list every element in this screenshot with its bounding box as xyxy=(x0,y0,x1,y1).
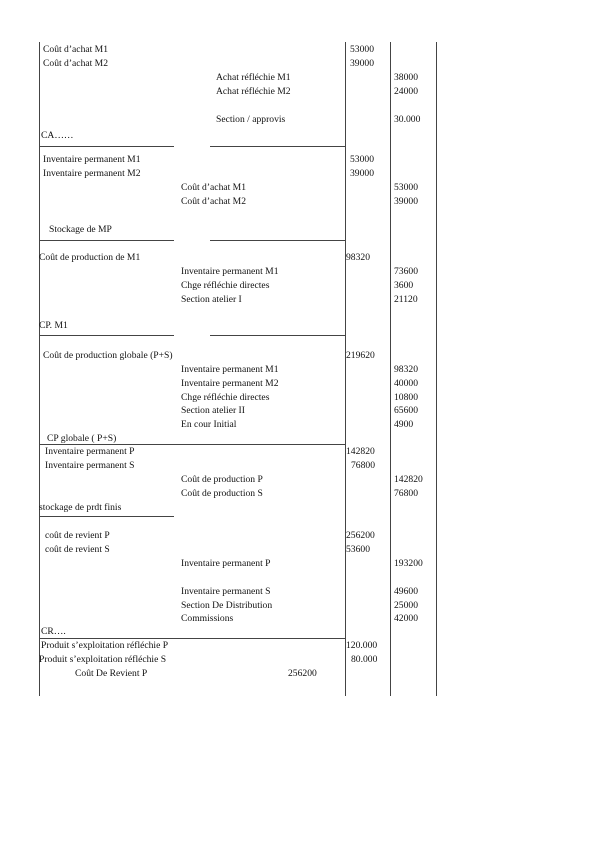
credit-account-label: Section / approvis xyxy=(216,114,286,125)
credit-amount: 42000 xyxy=(394,613,418,624)
separator-4 xyxy=(39,444,345,445)
credit-amount: 10800 xyxy=(394,392,418,403)
entry-caption: CR…. xyxy=(41,626,66,637)
entry-caption: Stockage de MP xyxy=(49,224,112,235)
debit-amount: 80.000 xyxy=(351,654,378,665)
debit-account-label: Inventaire permanent M2 xyxy=(43,168,141,179)
credit-amount: 53000 xyxy=(394,182,418,193)
credit-amount: 142820 xyxy=(394,474,423,485)
credit-amount: 4900 xyxy=(394,419,414,430)
credit-column-right-rule xyxy=(436,42,437,696)
credit-account-label: Achat réfléchie M2 xyxy=(216,86,291,97)
debit-amount: 39000 xyxy=(350,58,374,69)
separator-3-long xyxy=(210,335,345,336)
left-margin-rule xyxy=(39,42,40,696)
debit-account-label: Coût de production de M1 xyxy=(39,252,141,263)
debit-amount: 142820 xyxy=(346,446,375,457)
debit-account-label: Inventaire permanent P xyxy=(45,446,135,457)
credit-account-label: Inventaire permanent M1 xyxy=(181,364,279,375)
credit-amount: 40000 xyxy=(394,378,418,389)
credit-amount: 21120 xyxy=(394,294,418,305)
credit-account-label: Inventaire permanent M2 xyxy=(181,378,279,389)
debit-account-label: Coût d’achat M2 xyxy=(43,58,109,69)
credit-account-label: Section De Distribution xyxy=(181,600,273,611)
debit-amount: 53000 xyxy=(350,154,374,165)
debit-account-label: Coût d’achat M1 xyxy=(43,44,109,55)
entry-caption: CA…… xyxy=(41,130,74,141)
debit-account-label: Inventaire permanent S xyxy=(45,460,135,471)
credit-account-label: Chge réfléchie directes xyxy=(181,392,270,403)
credit-account-label: Inventaire permanent S xyxy=(181,586,271,597)
debit-amount: 39000 xyxy=(350,168,374,179)
credit-amount: 98320 xyxy=(394,364,418,375)
entry-caption: CP globale ( P+S) xyxy=(47,433,117,444)
credit-account-label: Chge réfléchie directes xyxy=(181,280,270,291)
credit-amount: 24000 xyxy=(394,86,418,97)
credit-amount: 25000 xyxy=(394,600,418,611)
credit-account-label: Coût d’achat M1 xyxy=(181,182,247,193)
credit-account-label: Section atelier I xyxy=(181,294,242,305)
credit-amount: 3600 xyxy=(394,280,414,291)
credit-account-label: Coût de production P xyxy=(181,474,263,485)
credit-account-label: Inventaire permanent M1 xyxy=(181,266,279,277)
debit-account-label: Coût de production globale (P+S) xyxy=(43,350,173,361)
debit-column-right-rule xyxy=(390,42,391,696)
debit-column-left-rule xyxy=(345,42,346,696)
credit-account-label: Achat réfléchie M1 xyxy=(216,72,291,83)
debit-amount: 76800 xyxy=(351,460,375,471)
debit-amount: 53000 xyxy=(350,44,374,55)
entry-caption: CP. M1 xyxy=(39,320,68,331)
debit-amount: 120.000 xyxy=(346,640,378,651)
debit-account-label: Produit s’exploitation réfléchie P xyxy=(41,640,169,651)
debit-account-label: Produit s’exploitation réfléchie S xyxy=(39,654,167,665)
credit-amount: 39000 xyxy=(394,196,418,207)
debit-account-label: coût de revient P xyxy=(45,530,110,541)
credit-account-label: En cour Initial xyxy=(181,419,237,430)
footer-label: Coût De Revient P xyxy=(75,668,148,679)
credit-amount: 38000 xyxy=(394,72,418,83)
separator-6 xyxy=(39,638,345,639)
credit-amount: 30.000 xyxy=(394,114,421,125)
credit-account-label: Coût d’achat M2 xyxy=(181,196,247,207)
debit-account-label: Inventaire permanent M1 xyxy=(43,154,141,165)
debit-amount: 53600 xyxy=(346,544,370,555)
separator-3-short xyxy=(39,335,174,336)
credit-account-label: Section atelier II xyxy=(181,405,245,416)
credit-amount: 65600 xyxy=(394,405,418,416)
separator-1-short xyxy=(39,146,174,147)
separator-2-long xyxy=(210,240,345,241)
entry-caption: stockage de prdt finis xyxy=(39,502,122,513)
credit-account-label: Inventaire permanent P xyxy=(181,558,271,569)
separator-1-long xyxy=(210,146,345,147)
debit-account-label: coût de revient S xyxy=(45,544,110,555)
credit-amount: 76800 xyxy=(394,488,418,499)
credit-account-label: Coût de production S xyxy=(181,488,263,499)
credit-account-label: Commissions xyxy=(181,613,234,624)
debit-amount: 219620 xyxy=(346,350,375,361)
credit-amount: 193200 xyxy=(394,558,423,569)
debit-amount: 256200 xyxy=(346,530,375,541)
credit-amount: 49600 xyxy=(394,586,418,597)
footer-amount: 256200 xyxy=(288,668,317,679)
debit-amount: 98320 xyxy=(346,252,370,263)
separator-5 xyxy=(39,516,174,517)
credit-amount: 73600 xyxy=(394,266,418,277)
separator-2-short xyxy=(39,240,174,241)
